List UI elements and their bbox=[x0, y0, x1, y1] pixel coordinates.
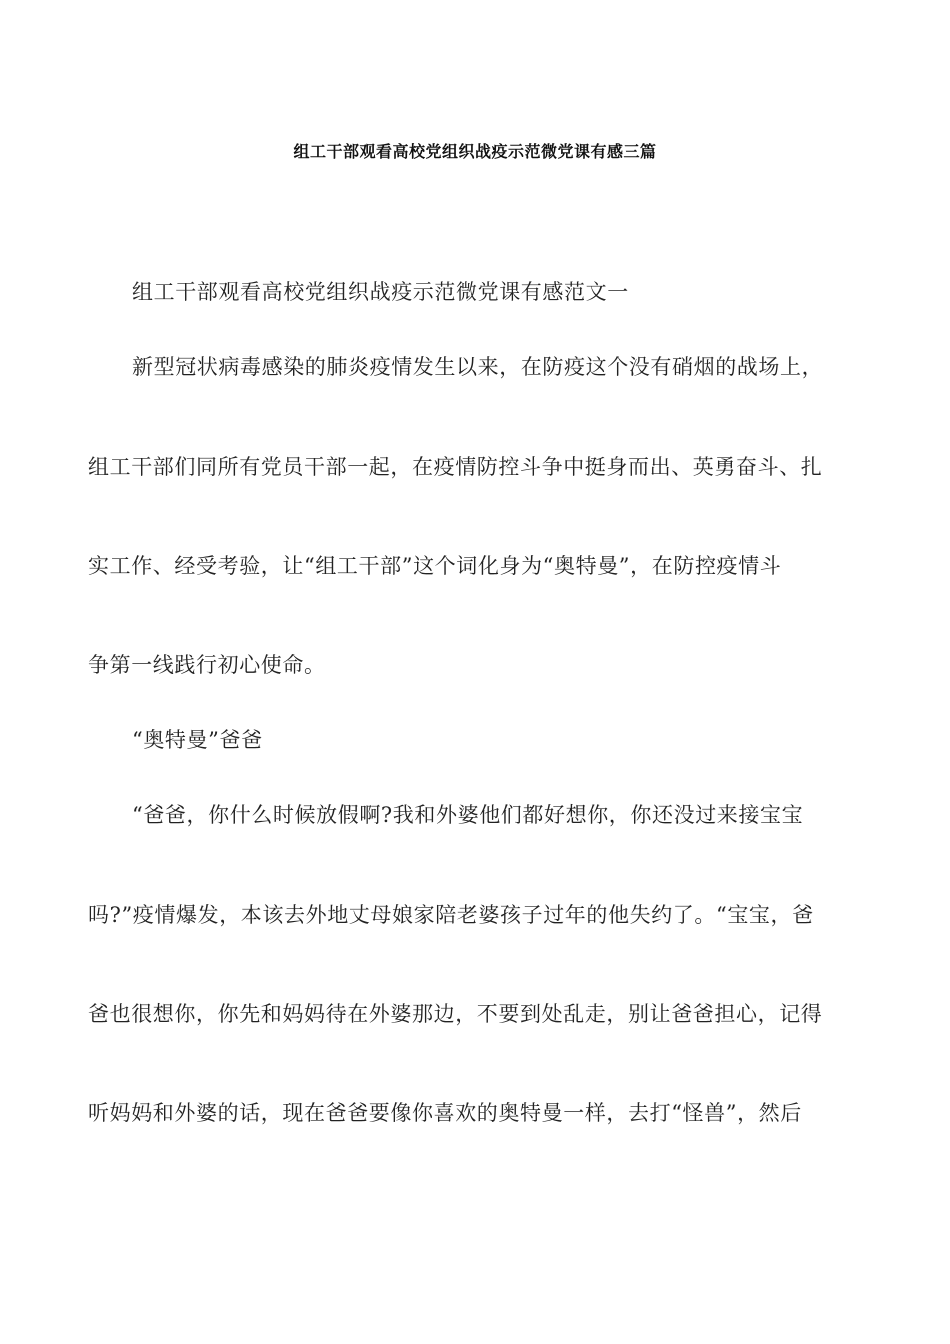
paragraph-line: 爸也很想你，你先和妈妈待在外婆那边，不要到处乱走，别让爸爸担心，记得 bbox=[88, 1002, 823, 1026]
paragraph-line: 争第一线践行初心使命。 bbox=[88, 653, 326, 677]
paragraph-line: 吗?”疫情爆发，本该去外地丈母娘家陪老婆孩子过年的他失约了。“宝宝，爸 bbox=[88, 903, 814, 927]
document-title: 组工干部观看高校党组织战疫示范微党课有感三篇 bbox=[293, 142, 657, 161]
paragraph-line: “爸爸，你什么时候放假啊?我和外婆他们都好想你，你还没过来接宝宝 bbox=[132, 803, 804, 827]
paragraph-line: 新型冠状病毒感染的肺炎疫情发生以来，在防疫这个没有硝烟的战场上， bbox=[132, 355, 824, 379]
paragraph-line: 听妈妈和外婆的话，现在爸爸要像你喜欢的奥特曼一样，去打“怪兽”，然后 bbox=[88, 1101, 802, 1125]
paragraph-line: 组工干部们同所有党员干部一起，在疫情防控斗争中挺身而出、英勇奋斗、扎 bbox=[88, 455, 823, 479]
subheading-essay-one: 组工干部观看高校党组织战疫示范微党课有感范文一 bbox=[132, 280, 629, 304]
subheading-ultraman-dad: “奥特曼”爸爸 bbox=[132, 728, 263, 752]
paragraph-line: 实工作、经受考验，让“组工干部”这个词化身为“奥特曼”，在防控疫情斗 bbox=[88, 554, 782, 578]
